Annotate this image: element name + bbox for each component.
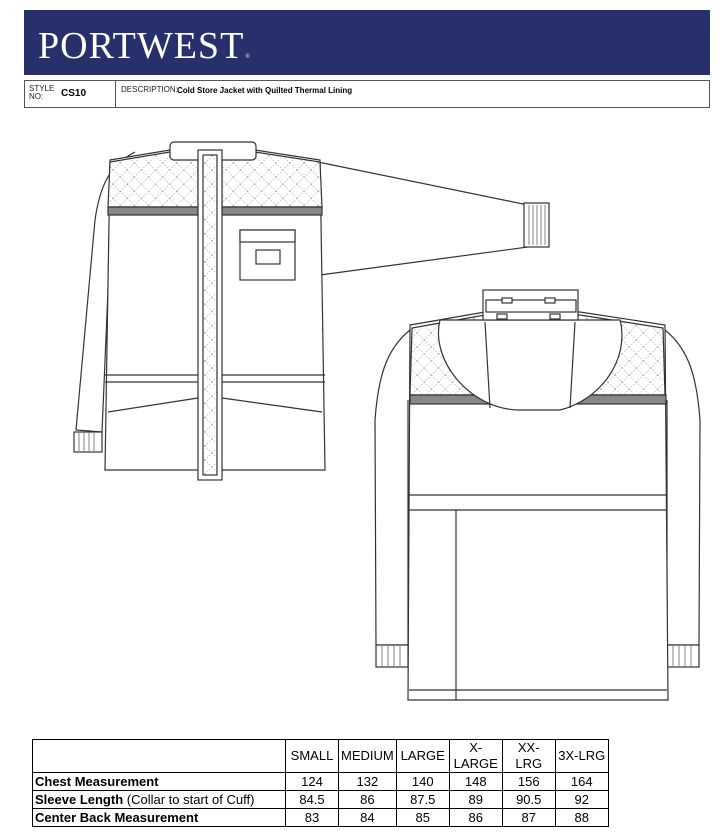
front-right-sleeve xyxy=(318,162,528,275)
table-cell: 87.5 xyxy=(396,791,449,809)
front-reflective-stripe-right xyxy=(222,207,322,215)
description-value: Cold Store Jacket with Quilted Thermal Lining xyxy=(177,86,353,95)
size-chart-table xyxy=(32,739,609,827)
style-label: STYLE NO: xyxy=(29,84,55,101)
front-reflective-stripe-left xyxy=(108,207,198,215)
table-cell: 90.5 xyxy=(502,791,555,809)
brand-banner xyxy=(24,10,710,75)
table-cell: 156 xyxy=(502,773,555,791)
size-header-row xyxy=(33,740,609,773)
back-left-sleeve xyxy=(375,330,410,645)
table-row xyxy=(33,791,609,809)
description-cell xyxy=(117,81,709,107)
table-cell: 84 xyxy=(339,809,397,827)
size-header: 3X-LRG xyxy=(555,740,608,773)
table-cell: 87 xyxy=(502,809,555,827)
back-right-cuff xyxy=(667,645,699,667)
row-label: Center Back Measurement xyxy=(33,809,286,827)
description-label: DESCRIPTION: xyxy=(121,85,178,94)
style-info-bar xyxy=(24,80,710,108)
row-label: Chest Measurement xyxy=(33,773,286,791)
size-header: SMALL xyxy=(286,740,339,773)
row-label: Sleeve Length (Collar to start of Cuff) xyxy=(33,791,286,809)
brand-logo: PORTWEST® xyxy=(38,25,251,67)
table-row xyxy=(33,809,609,827)
table-cell: 89 xyxy=(449,791,502,809)
table-cell: 140 xyxy=(396,773,449,791)
size-header: X-LARGE xyxy=(449,740,502,773)
size-header: XX-LRG xyxy=(502,740,555,773)
table-cell: 132 xyxy=(339,773,397,791)
table-cell: 86 xyxy=(449,809,502,827)
table-cell: 84.5 xyxy=(286,791,339,809)
back-right-sleeve xyxy=(665,330,700,645)
back-view xyxy=(375,290,700,700)
table-cell: 85 xyxy=(396,809,449,827)
table-cell: 164 xyxy=(555,773,608,791)
size-header: LARGE xyxy=(396,740,449,773)
style-cell xyxy=(25,81,116,107)
size-header: MEDIUM xyxy=(339,740,397,773)
table-cell: 83 xyxy=(286,809,339,827)
table-cell: 88 xyxy=(555,809,608,827)
back-left-cuff xyxy=(376,645,408,667)
table-cell: 86 xyxy=(339,791,397,809)
style-value: CS10 xyxy=(61,88,87,99)
front-left-cuff xyxy=(74,432,102,452)
table-cell: 124 xyxy=(286,773,339,791)
table-cell: 148 xyxy=(449,773,502,791)
table-cell: 92 xyxy=(555,791,608,809)
jacket-technical-drawing xyxy=(0,120,723,710)
table-row xyxy=(33,773,609,791)
